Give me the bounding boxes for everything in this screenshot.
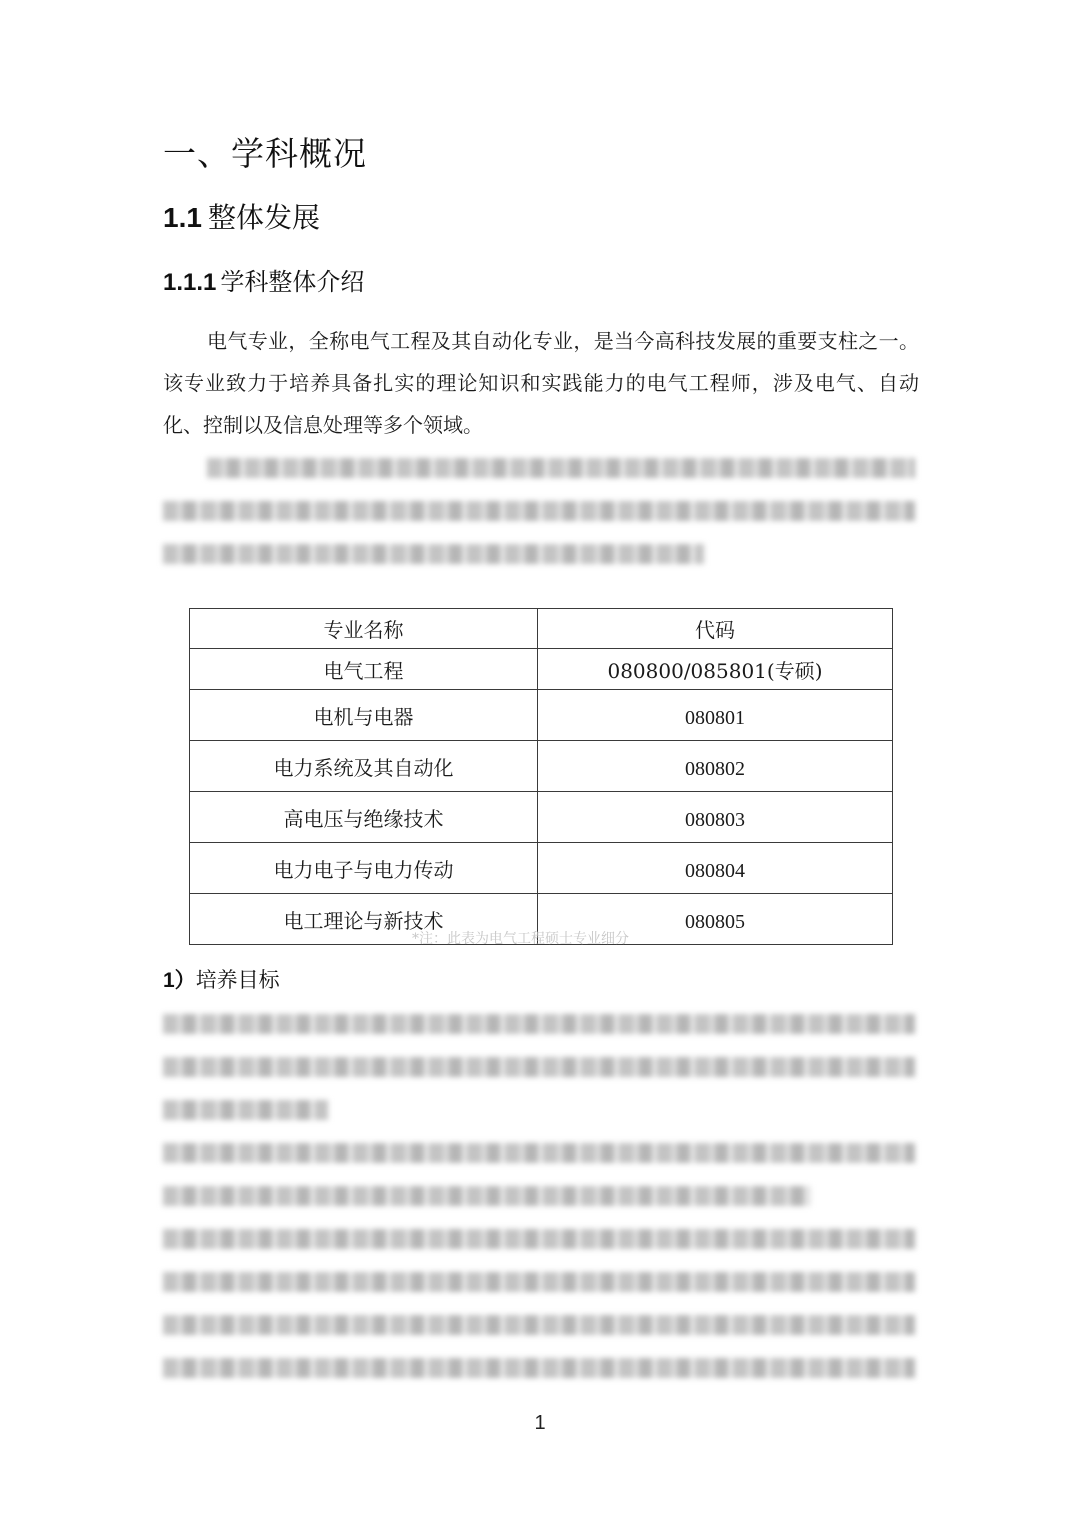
table-row [190,741,893,792]
redacted-line [163,501,915,521]
major-name-cell: 电力系统及其自动化 [190,741,538,792]
list-heading [163,964,280,994]
intro-paragraph: 电气专业，全称电气工程及其自动化专业，是当今高科技发展的重要支柱之一。该专业致力于培养具备扎实的理论知识和实践能力的电气工程师，涉及电气、自动化、控制以及信息处理等多个领域。 [163,329,919,437]
table-footnote: *注：此表为电气工程硕士专业细分 [412,931,629,947]
major-name-cell: 电气工程 [190,649,538,690]
table-header-cell: 代码 [538,609,893,649]
redacted-section [163,1014,915,1401]
major-code-cell: 080801 [538,690,893,741]
major-name-cell: 高电压与绝缘技术 [190,792,538,843]
major-code-table [189,608,893,945]
redacted-line [163,1186,810,1206]
major-code-cell: 080802 [538,741,893,792]
redacted-line [163,1315,915,1335]
redacted-line [163,1143,915,1163]
redacted-line [163,1057,915,1077]
table-row [190,690,893,741]
page-number: 1 [534,1412,546,1434]
major-code-cell: 080803 [538,792,893,843]
major-name-cell: 电力电子与电力传动 [190,843,538,894]
table-row [190,649,893,690]
major-code-cell: 080800/085801(专硕) [538,649,893,690]
table-row [190,843,893,894]
major-code-cell: 080804 [538,843,893,894]
list-heading-title: 培养目标 [195,968,280,992]
redacted-line [207,458,915,478]
redacted-paragraph [163,458,915,587]
redacted-line [163,1100,328,1120]
subsubsection-number: 1.1.1 [163,269,217,296]
major-name-cell: 电机与电器 [190,690,538,741]
subsection-heading [163,196,320,236]
redacted-line [163,1014,915,1034]
table-header-row [190,609,893,649]
major-code-cell: 080805 [538,894,893,945]
redacted-line [163,1358,915,1378]
table-row [190,792,893,843]
redacted-line [163,544,704,564]
subsection-title: 整体发展 [207,201,320,234]
subsubsection-title: 学科整体介绍 [220,268,365,296]
redacted-line [163,1272,915,1292]
subsection-number: 1.1 [163,202,202,233]
section-heading: 一、学科概况 [163,134,367,173]
list-heading-number: 1） [163,969,196,992]
subsubsection-heading [163,262,364,297]
redacted-line [163,1229,915,1249]
major-name-cell: 电工理论与新技术 [190,894,538,945]
table-header-cell: 专业名称 [190,609,538,649]
